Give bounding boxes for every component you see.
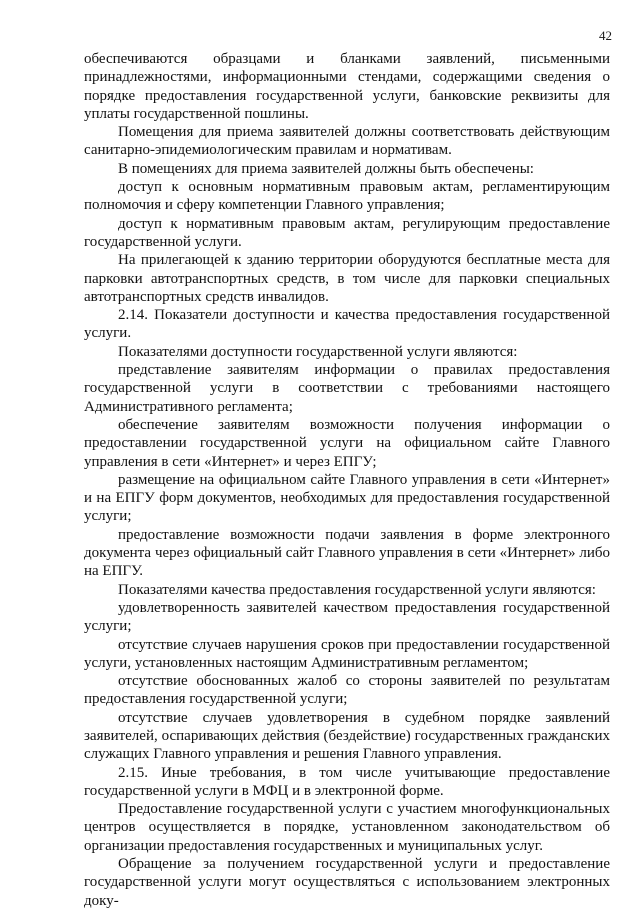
paragraph: обеспечиваются образцами и бланками заявлений, письменными принадлежностями, информационными стендами, содержащими сведения о порядке предоставления государственной услуги, банковские реквизиты для уплаты государственной пошлины. xyxy=(84,51,610,122)
paragraph: Показателями доступности государственной услуги являются: xyxy=(118,343,518,360)
section-heading: 2.14. Показатели доступности и качества предоставления государственной услуги. xyxy=(84,307,610,342)
paragraph: На прилегающей к зданию территории оборудуются бесплатные места для парковки автотранспортных средств, в том числе для парковки специальных автотранспортных средств инвалидов. xyxy=(84,252,610,305)
paragraph: предоставление возможности подачи заявления в форме электронного документа через официальный сайт Главного управления в сети «Интернет» либо на ЕПГУ. xyxy=(84,526,610,580)
paragraph: В помещениях для приема заявителей должны быть обеспечены: xyxy=(118,160,534,177)
paragraph: отсутствие случаев удовлетворения в судебном порядке заявлений заявителей, оспаривающих действия (бездействие) государственных гражданских служащих Главного управления и решения Главного управления. xyxy=(84,709,610,763)
paragraph: Показателями качества предоставления государственной услуги являются: xyxy=(118,581,596,598)
paragraph: размещение на официальном сайте Главного управления в сети «Интернет» и на ЕПГУ форм документов, необходимых для предоставления государственной услуги; xyxy=(84,471,610,525)
paragraph: доступ к нормативным правовым актам, регулирующим предоставление государственной услуги. xyxy=(84,215,610,250)
paragraph: отсутствие случаев нарушения сроков при предоставлении государственной услуги, установленных настоящим Административным регламентом; xyxy=(84,636,610,671)
paragraph: Обращение за получением государственной услуги и предоставление государственной услуги могут осуществляться с использованием электронных доку- xyxy=(84,856,610,909)
paragraph: доступ к основным нормативным правовым актам, регламентирующим полномочия и сферу компетенции Главного управления; xyxy=(84,179,610,214)
document-body xyxy=(84,50,610,910)
section-heading: 2.15. Иные требования, в том числе учитывающие предоставление государственной услуги в МФЦ и в электронной форме. xyxy=(84,764,610,799)
page-number: 42 xyxy=(599,28,612,43)
paragraph: обеспечение заявителям возможности получения информации о предоставлении государственной услуги на официальном сайте Главного управления в сети «Интернет» и через ЕПГУ; xyxy=(84,416,610,470)
paragraph: Помещения для приема заявителей должны соответствовать действующим санитарно-эпидемиологическим правилам и нормативам. xyxy=(84,124,610,159)
paragraph: представление заявителям информации о правилах предоставления государственной услуги в соответствии с требованиями настоящего Административного регламента; xyxy=(84,362,610,415)
paragraph: Предоставление государственной услуги с участием многофункциональных центров осуществляется в порядке, установленном законодательством об организации предоставления государственных и муниципальных услуг. xyxy=(84,801,610,854)
paragraph: отсутствие обоснованных жалоб со стороны заявителей по результатам предоставления государственной услуги; xyxy=(84,673,610,708)
paragraph: удовлетворенность заявителей качеством предоставления государственной услуги; xyxy=(84,599,610,635)
